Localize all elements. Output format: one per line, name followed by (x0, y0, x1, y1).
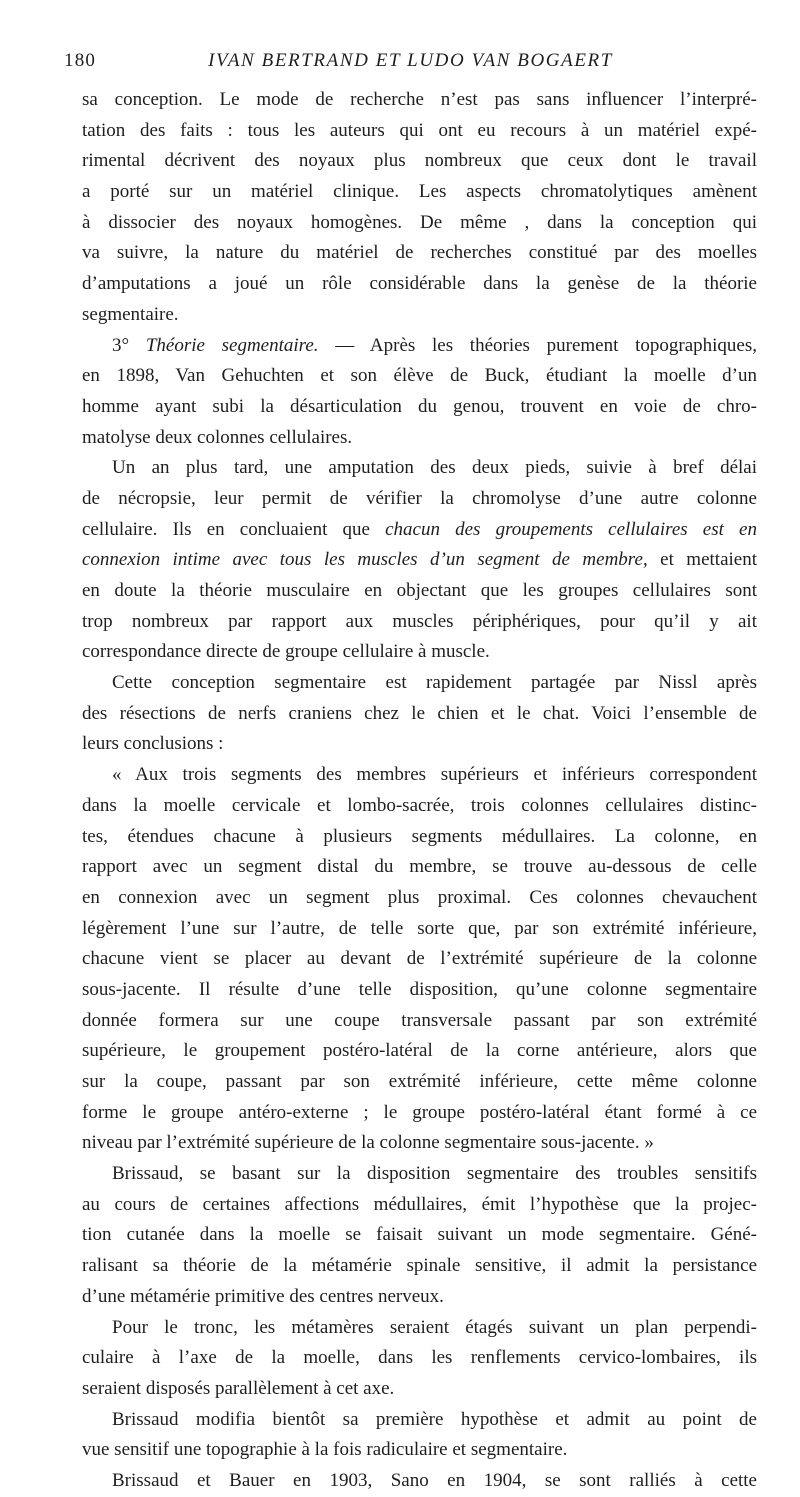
text-segment: homme ayant subi la désarticulation du genou, trouvent en voie de chro- (82, 395, 757, 417)
text-line (82, 116, 757, 147)
text-segment: culaire à l’axe de la moelle, dans les renflements cervico-lombaires, ils (82, 1347, 757, 1369)
text-line (82, 484, 757, 515)
text-segment: — Après les théories purement topographiques, (318, 334, 757, 356)
body-text (82, 85, 757, 1497)
text-segment: niveau par l’extrémité supérieure de la colonne segmentaire sous-jacente. » (82, 1132, 654, 1154)
text-line (82, 699, 757, 730)
text-segment: d’amputations a joué un rôle considérable dans la genèse de la théorie (82, 273, 757, 295)
page-number: 180 (64, 50, 97, 71)
text-segment: vue sensitif une topographie à la fois radiculaire et segmentaire. (82, 1439, 568, 1461)
text-line (82, 146, 757, 177)
text-line (82, 1036, 757, 1067)
text-line (82, 791, 757, 822)
text-segment: sa conception. Le mode de recherche n’est pas sans influencer l’interpré- (82, 89, 757, 110)
text-line (82, 1343, 757, 1374)
text-line (82, 668, 757, 699)
text-line (82, 392, 757, 423)
text-segment: en 1898, Van Gehuchten et son élève de Buck, étudiant la moelle d’un (82, 365, 757, 387)
text-line (82, 975, 757, 1006)
text-line (82, 760, 757, 791)
text-line (82, 85, 757, 116)
text-line (82, 1282, 757, 1313)
text-line (82, 1128, 757, 1159)
text-segment: tes, étendues chacune à plusieurs segments médullaires. La colonne, en (82, 825, 757, 847)
text-segment: Cette conception segmentaire est rapidement partagée par Nissl après (112, 672, 757, 694)
running-head (64, 50, 757, 80)
text-segment: des résections de nerfs craniens chez le chien et le chat. Voici l’ensemble de (82, 702, 757, 724)
text-segment: Un an plus tard, une amputation des deux pieds, suivie à bref délai (112, 457, 757, 479)
text-line (82, 607, 757, 638)
text-segment: rimental décrivent des noyaux plus nombreux que ceux dont le travail (82, 150, 757, 172)
text-segment: sur la coupe, passant par son extrémité inférieure, cette même colonne (82, 1071, 757, 1092)
text-segment: Brissaud et Bauer en 1903, Sano en 1904, se sont ralliés à cette (112, 1469, 757, 1491)
text-segment: dans la moelle cervicale et lombo-sacrée, trois colonnes cellulaires distinc- (82, 794, 757, 816)
text-line (82, 637, 757, 668)
text-segment: en connexion avec un segment plus proximal. Ces colonnes chevauchent (82, 886, 757, 908)
text-segment: 3° (112, 334, 146, 356)
text-segment: trop nombreux par rapport aux muscles périphériques, pour qu’il y ait (82, 610, 757, 632)
text-line (82, 1374, 757, 1405)
text-segment: tation des faits : tous les auteurs qui ont eu recours à un matériel expé- (82, 119, 757, 141)
text-line (82, 361, 757, 392)
text-segment: « Aux trois segments des membres supérieurs et inférieurs correspondent (112, 764, 757, 786)
text-segment: a porté sur un matériel clinique. Les aspects chromatolytiques amènent (82, 181, 757, 203)
text-segment: supérieure, le groupement postéro-latéral de la corne antérieure, alors que (82, 1040, 757, 1062)
text-segment: de nécropsie, leur permit de vérifier la chromolyse d’une autre colonne (82, 487, 757, 509)
text-segment: tion cutanée dans la moelle se faisait suivant un mode segmentaire. Géné- (82, 1224, 757, 1246)
text-segment: , et mettaient (642, 549, 757, 571)
text-segment: seraient disposés parallèlement à cet axe. (82, 1377, 395, 1399)
text-line (82, 576, 757, 607)
text-segment: donnée formera sur une coupe transversale passant par son extrémité (82, 1009, 757, 1031)
running-title: IVAN BERTRAND ET LUDO VAN BOGAERT (208, 50, 613, 71)
text-segment: ralisant sa théorie de la métamérie spinale sensitive, il admit la persistance (82, 1255, 757, 1277)
text-line (82, 1159, 757, 1190)
text-line (82, 852, 757, 883)
text-segment: en doute la théorie musculaire en objectant que les groupes cellulaires sont (82, 580, 757, 601)
text-line (82, 1098, 757, 1129)
text-line (82, 729, 757, 760)
text-segment: Brissaud, se basant sur la disposition segmentaire des troubles sensitifs (112, 1163, 757, 1185)
text-line (82, 1251, 757, 1282)
italic-segment: connexion intime avec tous les muscles d’un segment de membre (82, 549, 643, 571)
text-segment: va suivre, la nature du matériel de recherches constitué par des moelles (82, 242, 757, 264)
text-segment: rapport avec un segment distal du membre, se trouve au-dessous de celle (82, 856, 757, 878)
text-line (82, 1067, 757, 1098)
text-line (82, 238, 757, 269)
text-segment: leurs conclusions : (82, 733, 224, 755)
text-line (82, 1313, 757, 1344)
text-line (82, 944, 757, 975)
text-line (82, 883, 757, 914)
text-segment: segmentaire. (82, 303, 179, 325)
text-line (82, 545, 757, 576)
text-segment: forme le groupe antéro-externe ; le groupe postéro-latéral étant formé à ce (82, 1101, 757, 1123)
text-line (82, 300, 757, 331)
text-segment: d’une métamérie primitive des centres nerveux. (82, 1285, 444, 1307)
italic-segment: Théorie segmentaire. (145, 334, 319, 356)
text-segment: Pour le tronc, les métamères seraient étagés suivant un plan perpendi- (112, 1316, 757, 1338)
text-segment: légèrement l’une sur l’autre, de telle sorte que, par son extrémité inférieure, (82, 917, 757, 939)
text-segment: au cours de certaines affections médullaires, émit l’hypothèse que la projec- (82, 1193, 757, 1215)
text-segment: matolyse deux colonnes cellulaires. (82, 426, 353, 448)
text-segment: Brissaud modifia bientôt sa première hypothèse et admit au point de (112, 1408, 757, 1430)
text-line (82, 423, 757, 454)
text-segment: correspondance directe de groupe cellulaire à muscle. (82, 641, 490, 663)
text-line (82, 1190, 757, 1221)
text-line (82, 914, 757, 945)
text-line (82, 515, 757, 546)
text-line (82, 177, 757, 208)
italic-segment: chacun des groupements cellulaires est en (385, 518, 757, 540)
text-line (82, 1405, 757, 1436)
text-segment: cellulaire. Ils en concluaient que (82, 518, 386, 540)
text-line (82, 1220, 757, 1251)
text-segment: chacune vient se placer au devant de l’extrémité supérieure de la colonne (82, 948, 757, 970)
text-line (82, 453, 757, 484)
text-line (82, 1435, 757, 1466)
text-line (82, 208, 757, 239)
text-line (82, 331, 757, 362)
text-segment: sous-jacente. Il résulte d’une telle disposition, qu’une colonne segmentaire (82, 978, 757, 1000)
text-line (82, 1006, 757, 1037)
text-line (82, 822, 757, 853)
text-line (82, 269, 757, 300)
text-line (82, 1466, 757, 1497)
text-segment: à dissocier des noyaux homogènes. De même , dans la conception qui (82, 211, 757, 233)
